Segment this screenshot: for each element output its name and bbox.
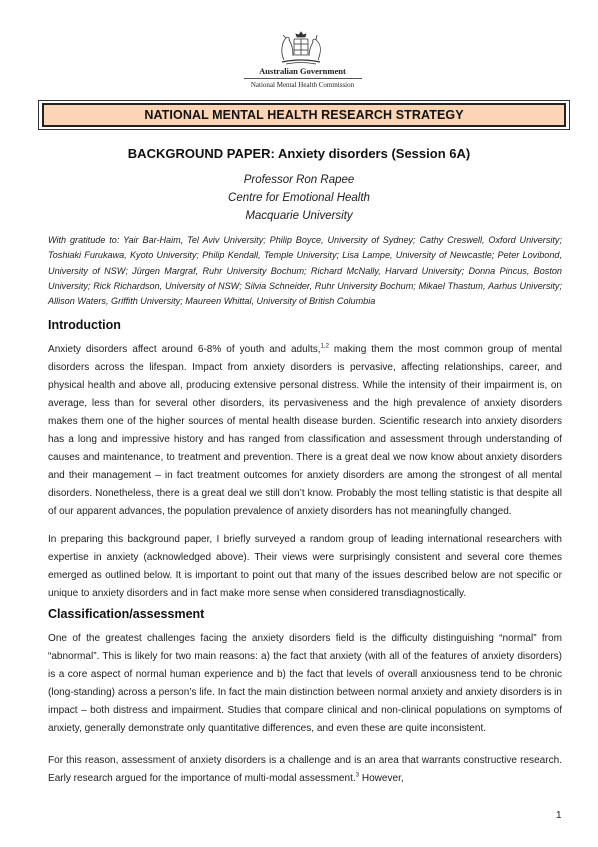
commission-name: National Mental Health Commission bbox=[250, 81, 355, 89]
paper-title: BACKGROUND PAPER: Anxiety disorders (Session 6A) bbox=[127, 146, 471, 161]
citation-superscript: 1,2 bbox=[320, 343, 329, 350]
introduction-heading: Introduction bbox=[48, 318, 121, 332]
classification-paragraph-1: One of the greatest challenges facing the anxiety disorders field is the difficulty distinguishing “normal” from “abnormal”. This is likely for two main reasons: a) the fact that anxiety (with all of the features of anxiety disorders) is a core aspect of normal human experience and b) the fact that levels of overall anxiousness tend to be chronic (long-standing) across a person’s life. In fact the main distinction between normal anxiety and anxiety disorders is in impact – both distress and impairment. Studies that compare clinical and non-clinical populations on symptoms of anxiety, generally demonstrate only quantitative differences, and even these are quite inconsistent. bbox=[48, 633, 562, 734]
introduction-paragraph-1: Anxiety disorders affect around 6-8% of youth and adults,$^{1,2}$ making them the most common group of mental disorders across the lifespan. Impact from anxiety disorders is pervasive, affecting relationships, career, and physical health and above all, producing extensive personal distress. While the intensity of their impairment is, on average, less than for several other disorders, its pervasiveness and the high prevalence of anxiety disorders makes them one of the higher sources of mental health disease burden. Scientific research into anxiety disorders has a long and impressive history and has ranged from classification and assessment through understanding of causes and maintenance, to treatment and prevention. There is a great deal we now know about anxiety disorders and their management – in fact treatment outcomes for anxiety disorders are among the strongest of all mental disorders. Nonetheless, there is a great deal we still don’t know. Probably the most telling statistic is that despite all of our apparent advances, the population prevalence of anxiety disorders has not meaningfully changed. bbox=[48, 343, 562, 517]
author-university: Macquarie University bbox=[245, 210, 353, 222]
classification-paragraph-2: For this reason, assessment of anxiety disorders is a challenge and is an area that warrants constructive research. Early research argued for the importance of multi-modal assessment.$^3$ However, bbox=[48, 755, 562, 784]
banner-title: NATIONAL MENTAL HEALTH RESEARCH STRATEGY bbox=[144, 108, 464, 122]
author-name: Professor Ron Rapee bbox=[243, 174, 355, 186]
coat-of-arms-logo bbox=[276, 30, 326, 68]
citation-superscript: 3 bbox=[355, 772, 360, 779]
page-number: 1 bbox=[556, 810, 562, 821]
acknowledgement-text: With gratitude to: Yair Bar-Haim, Tel Aviv University; Philip Boyce, University of Sydney; Cathy Creswell, Oxford University; Toshiaki Furukawa, Kyoto University; Philip Kendall, Temple University; Lisa Lampe, University of Newcastle; Peter Lovibond, University of NSW; Jürgen Margraf, Ruhr University Bochum; Richard McNally, Harvard University; Donna Pincus, Boston University; Rick Richardson, University of NSW; Silvia Schneider, Ruhr University Bochum; Mikael Thastum, Aarhus University; Allison Waters, Griffith University; Maureen Whittal, University of British Columbia bbox=[48, 235, 562, 307]
government-name: Australian Government bbox=[259, 66, 346, 76]
header-divider bbox=[244, 78, 362, 79]
strategy-banner bbox=[42, 103, 566, 127]
classification-heading: Classification/assessment bbox=[48, 607, 205, 621]
introduction-paragraph-2: In preparing this background paper, I briefly surveyed a random group of leading international researchers with expertise in anxiety (acknowledged above). Their views were surprisingly consistent and several core themes emerged as outlined below. It is important to point out that many of the issues described below are not specific or unique to anxiety disorders and in fact make more sense when considered transdiagnostically. bbox=[48, 534, 562, 599]
author-centre: Centre for Emotional Health bbox=[228, 192, 370, 204]
